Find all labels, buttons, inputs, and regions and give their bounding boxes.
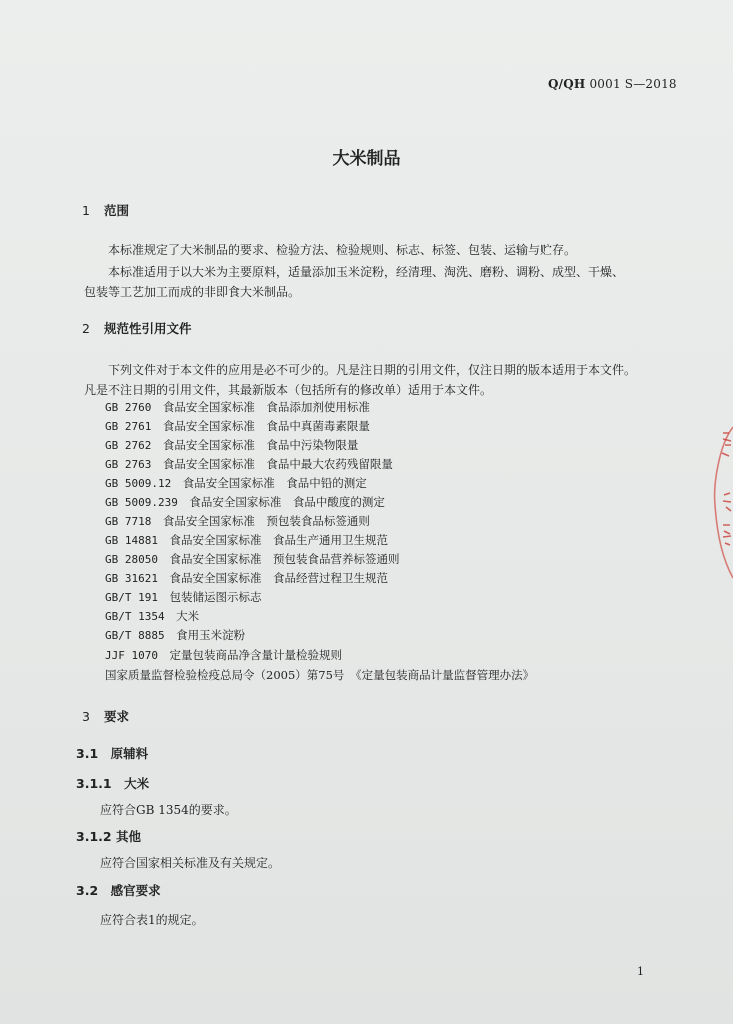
- reference-name: 食品安全国家标准 预包装食品营养标签通则: [169, 552, 400, 566]
- reference-name: 食品安全国家标准 食品中污染物限量: [162, 438, 359, 452]
- paragraph: 下列文件对于本文件的应用是必不可少的。凡是注日期的引用文件，仅注日期的版本适用于本文件。: [108, 363, 637, 377]
- section-number: 3: [82, 709, 90, 724]
- reference-item: [105, 513, 370, 529]
- reference-name: 食品安全国家标准 食品生产通用卫生规范: [169, 533, 388, 547]
- section-number: 3.1: [76, 746, 99, 761]
- subsection-3-2-heading: [76, 881, 161, 899]
- reference-item: [105, 399, 370, 415]
- reference-code: GB 31621: [105, 572, 158, 585]
- section-3-heading: [82, 707, 129, 725]
- page-number: 1: [637, 965, 644, 978]
- section-title: 原辅料: [110, 746, 149, 761]
- section-2-heading: [82, 319, 192, 337]
- section-number: 3.2: [76, 883, 99, 898]
- reference-name: 食品安全国家标准 食品经营过程卫生规范: [169, 571, 388, 585]
- reference-code: GB 2761: [105, 420, 152, 433]
- reference-item: [105, 551, 399, 567]
- reference-item: [105, 475, 367, 491]
- reference-code: GB/T 1354: [105, 610, 165, 623]
- reference-code: GB 14881: [105, 534, 158, 547]
- seal-stamp-icon: [711, 425, 733, 580]
- reference-item: [105, 608, 199, 624]
- reference-name: 大米: [176, 609, 200, 623]
- reference-code: GB 2763: [105, 458, 152, 471]
- reference-name: 食品安全国家标准 预包装食品标签通则: [162, 514, 370, 528]
- reference-name: 食用玉米淀粉: [176, 628, 246, 642]
- reference-name: 食品安全国家标准 食品添加剂使用标准: [162, 400, 370, 414]
- subsection-3-1-2-heading: [76, 827, 141, 845]
- section-title: 要求: [104, 709, 130, 724]
- reference-name: 包装储运图示标志: [169, 590, 262, 604]
- section-number: 3.1.2: [76, 829, 112, 844]
- reference-item: [105, 627, 245, 643]
- reference-code: GB/T 8885: [105, 629, 165, 642]
- reference-item: [105, 532, 388, 548]
- reference-code: GB 5009.239: [105, 496, 178, 509]
- reference-item: [105, 456, 393, 472]
- section-title: 大米: [124, 776, 150, 791]
- paragraph: 应符合GB 1354的要求。: [100, 803, 237, 817]
- paragraph: 凡是不注日期的引用文件，其最新版本（包括所有的修改单）适用于本文件。: [84, 383, 493, 397]
- paragraph: 应符合表1的规定。: [100, 913, 204, 927]
- reference-name: 食品安全国家标准 食品中酸度的测定: [189, 495, 385, 509]
- reference-item: [105, 647, 342, 663]
- section-title: 范围: [104, 203, 130, 218]
- reference-item: [105, 667, 534, 683]
- reference-code: GB 2760: [105, 401, 152, 414]
- reference-name: 食品安全国家标准 食品中真菌毒素限量: [162, 419, 370, 433]
- subsection-3-1-heading: [76, 744, 148, 762]
- standard-code-prefix: Q/QH: [548, 77, 586, 91]
- reference-item: [105, 494, 385, 510]
- section-title: 感官要求: [110, 883, 161, 898]
- reference-code: GB 5009.12: [105, 477, 172, 490]
- reference-name: 食品安全国家标准 食品中铅的测定: [182, 476, 367, 490]
- reference-code: GB 28050: [105, 553, 158, 566]
- section-number: 2: [82, 321, 90, 336]
- reference-item: [105, 418, 370, 434]
- section-number: 1: [82, 203, 90, 218]
- reference-item: [105, 437, 358, 453]
- section-title: 规范性引用文件: [104, 321, 192, 336]
- standard-code: [548, 77, 677, 91]
- section-number: 3.1.1: [76, 776, 112, 791]
- paragraph: 本标准规定了大米制品的要求、检验方法、检验规则、标志、标签、包装、运输与贮存。: [108, 243, 577, 257]
- reference-name: 定量包装商品净含量计量检验规则: [169, 648, 342, 662]
- standard-code-number: 0001 S—2018: [585, 77, 677, 91]
- reference-item: [105, 570, 388, 586]
- reference-code: JJF 1070: [105, 649, 158, 662]
- reference-code: GB/T 191: [105, 591, 158, 604]
- subsection-3-1-1-heading: [76, 774, 149, 792]
- reference-code: GB 2762: [105, 439, 152, 452]
- reference-code: GB 7718: [105, 515, 152, 528]
- paragraph: 应符合国家相关标准及有关规定。: [100, 856, 281, 870]
- paragraph: 本标准适用于以大米为主要原料，适量添加玉米淀粉，经清理、淘洗、磨粉、调粉、成型、干燥、: [108, 265, 625, 279]
- section-title: 其他: [115, 829, 141, 844]
- section-1-heading: [82, 201, 129, 219]
- reference-item: [105, 589, 261, 605]
- paragraph: 包装等工艺加工而成的非即食大米制品。: [84, 285, 301, 299]
- reference-name: 国家质量监督检验检疫总局令（2005）第75号 《定量包装商品计量监督管理办法》: [105, 668, 535, 682]
- document-title: 大米制品: [332, 149, 401, 169]
- reference-name: 食品安全国家标准 食品中最大农药残留限量: [162, 457, 393, 471]
